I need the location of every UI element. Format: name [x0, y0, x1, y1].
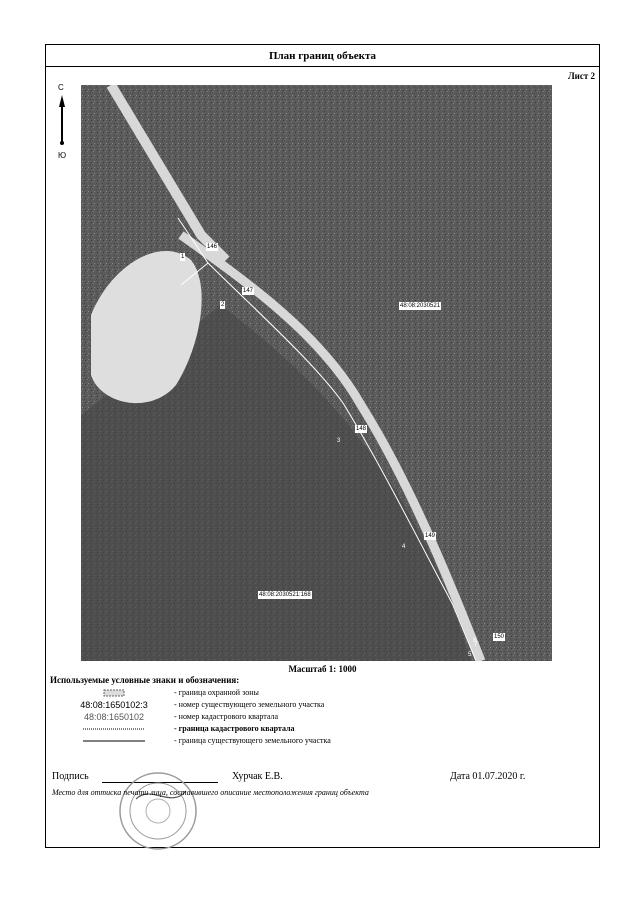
document-frame — [45, 44, 600, 848]
legend-title: Используемые условные знаки и обозначения: — [50, 675, 240, 685]
map-point-6: 6 — [473, 638, 477, 644]
map-point-1: 1 — [181, 254, 185, 260]
map-point-5: 5 — [468, 652, 472, 658]
stamp-note: Место для оттиска печати лица, составившего описание местоположения границ объекта — [52, 788, 369, 797]
aerial-map — [81, 85, 552, 661]
page-title: План границ объекта — [46, 45, 599, 67]
map-point-4: 4 — [402, 544, 406, 550]
signature-date: Дата 01.07.2020 г. — [450, 771, 526, 782]
legend-row-quarter-boundary — [46, 724, 599, 735]
legend-row-protection-zone — [46, 688, 599, 699]
map-point-148: 148 — [356, 426, 367, 432]
quarter-boundary-symbol — [58, 724, 170, 733]
north-label: С — [58, 83, 64, 92]
map-point-150-edge: 150 — [494, 634, 505, 640]
legend-text: - номер существующего земельного участка — [174, 700, 325, 709]
map-point-149: 149 — [425, 533, 436, 539]
legend-text: - номер кадастрового квартала — [174, 712, 279, 721]
legend-text: - граница охранной зоны — [174, 688, 259, 697]
map-point-7-edge: 7 — [474, 642, 478, 648]
map-point-2: 2 — [221, 302, 225, 308]
legend-symbol-text: 48:08:1650102:3 — [80, 700, 148, 710]
quarter-number-label: 48:08:2030521 — [400, 303, 441, 309]
north-arrow — [52, 83, 72, 163]
map-point-146: 146 — [207, 244, 218, 250]
signer-name: Хурчак Е.В. — [232, 771, 283, 782]
legend-text: - граница существующего земельного участка — [174, 736, 331, 745]
parcel-number-label: 48:08:2030521:168 — [259, 592, 311, 598]
map-point-147: 147 — [243, 288, 254, 294]
legend-row-parcel-number — [46, 700, 599, 711]
map-scale: Масштаб 1: 1000 — [288, 664, 357, 674]
stamp-icon — [116, 769, 200, 853]
map-point-3: 3 — [337, 438, 341, 444]
parcel-boundary-symbol — [58, 736, 170, 745]
signature-label: Подпись — [52, 771, 89, 782]
map-drawing — [81, 85, 552, 661]
legend-row-parcel-boundary — [46, 736, 599, 747]
south-label: Ю — [58, 151, 67, 160]
legend-text: - граница кадастрового квартала — [174, 724, 295, 733]
protection-zone-symbol — [58, 688, 170, 697]
legend-symbol-text: 48:08:1650102 — [83, 712, 145, 722]
legend-row-quarter-number — [46, 712, 599, 723]
sheet-number: Лист 2 — [567, 71, 595, 81]
